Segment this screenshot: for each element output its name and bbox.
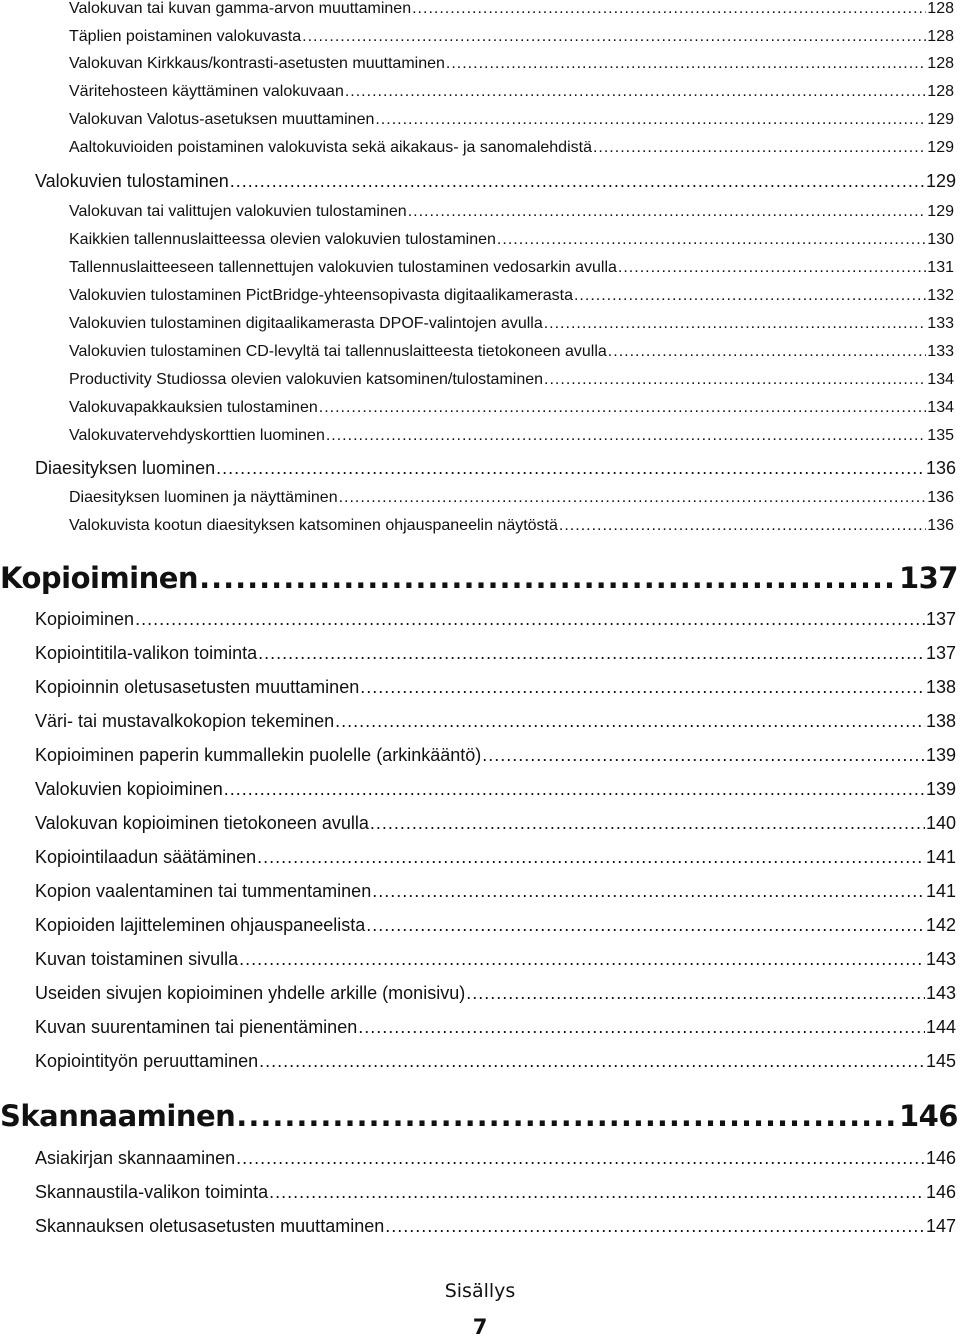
dot-leader [258,638,925,668]
toc-entry-title: Väritehosteen käyttäminen valokuvaan [69,83,344,100]
toc-entry-page: 136 [927,517,954,534]
toc-entry-page: 135 [927,427,954,444]
toc-entry-title: Valokuvien tulostaminen digitaalikamerasta DPOF-valintojen avulla [69,315,543,332]
toc-entry-title: Skannaustila-valikon toiminta [35,1182,269,1202]
toc-entry-title: Productivity Studiossa olevien valokuvien katsominen/tulostaminen [69,371,544,388]
dot-leader [482,740,925,770]
toc-entry-page: 140 [925,813,956,833]
toc-entry-page: 146 [925,1148,956,1168]
toc-entry-title: Kuvan toistaminen sivulla [35,949,239,969]
toc-subsection-entry[interactable] [69,227,954,253]
toc-entry-page: 137 [925,643,956,663]
toc-subsection-entry[interactable] [69,513,954,539]
toc-entry-page: 129 [927,139,954,156]
dot-leader [199,558,898,598]
dot-leader [574,283,926,309]
dot-leader [593,135,926,161]
toc-entry-title: Valokuvan Kirkkaus/kontrasti-asetusten muuttaminen [69,55,445,72]
dot-leader [372,876,925,906]
toc-subsection-entry[interactable] [69,199,954,225]
dot-leader [375,107,926,133]
dot-leader [412,0,926,22]
toc-entry-title: Valokuvan tai valittujen valokuvien tulostaminen [69,203,407,220]
dot-leader [236,1143,925,1173]
toc-entry-title: Valokuvista kootun diaesityksen katsominen ohjauspaneelin näytöstä [69,517,558,534]
dot-leader [236,1096,898,1136]
toc-entry-page: 133 [927,315,954,332]
dot-leader [326,423,926,449]
toc-entry-title: Kopioinnin oletusasetusten muuttaminen [35,677,360,697]
dot-leader [544,311,927,337]
toc-entry-page: 137 [925,609,956,629]
toc-section-entry[interactable] [35,706,956,736]
toc-subsection-entry[interactable] [69,395,954,421]
toc-entry-title: Kopioiminen [0,561,199,595]
toc-section-entry[interactable] [35,1177,956,1207]
toc-entry-page: 134 [927,399,954,416]
toc-entry-page: 136 [927,489,954,506]
toc-entry-title: Kopiointityön peruuttaminen [35,1051,259,1071]
dot-leader [335,706,925,736]
toc-entry-title: Kopion vaalentaminen tai tummentaminen [35,881,372,901]
toc-entry-title: Diaesityksen luominen ja näyttäminen [69,489,338,506]
toc-section-entry[interactable] [35,808,956,838]
toc-entry-page: 131 [927,259,954,276]
toc-subsection-entry[interactable] [69,51,954,77]
toc-entry-page: 146 [925,1182,956,1202]
toc-entry-page: 143 [925,983,956,1003]
dot-leader [269,1177,925,1207]
dot-leader [358,1012,925,1042]
toc-entry-title: Tallennuslaitteeseen tallennettujen valokuvien tulostaminen vedosarkin avulla [69,259,617,276]
dot-leader [385,1211,925,1241]
dot-leader [339,485,927,511]
toc-entry-page: 145 [925,1051,956,1071]
toc-entry-page: 139 [925,779,956,799]
toc-chapter-entry[interactable] [0,558,958,598]
dot-leader [302,24,926,50]
dot-leader [446,51,926,77]
toc-entry-page: 130 [927,231,954,248]
toc-section-entry[interactable] [35,166,956,196]
toc-entry-title: Täplien poistaminen valokuvasta [69,28,302,45]
toc-entry-title: Kuvan suurentaminen tai pienentäminen [35,1017,358,1037]
dot-leader [239,944,925,974]
toc-entry-page: 134 [927,371,954,388]
toc-section-entry[interactable] [35,604,956,634]
toc-entry-title: Kopioiminen [35,609,135,629]
toc-entry-title: Valokuvien tulostaminen PictBridge-yhteensopivasta digitaalikamerasta [69,287,573,304]
dot-leader [135,604,925,634]
toc-entry-page: 128 [927,0,954,17]
toc-section-entry[interactable] [35,672,956,702]
toc-entry-page: 138 [925,677,956,697]
toc-entry-page: 141 [925,847,956,867]
toc-entry-page: 137 [898,561,958,595]
toc-section-entry[interactable] [35,944,956,974]
toc-entry-page: 141 [925,881,956,901]
dot-leader [466,978,925,1008]
toc-subsection-entry[interactable] [69,0,954,22]
dot-leader [216,453,925,483]
dot-leader [544,367,926,393]
toc-entry-page: 128 [927,55,954,72]
toc-section-entry[interactable] [35,638,956,668]
dot-leader [608,339,927,365]
toc-entry-title: Skannauksen oletusasetusten muuttaminen [35,1216,385,1236]
dot-leader [408,199,927,225]
toc-section-entry[interactable] [35,453,956,483]
toc-entry-page: 129 [927,203,954,220]
dot-leader [366,910,925,940]
toc-section-entry[interactable] [35,978,956,1008]
toc-section-entry[interactable] [35,876,956,906]
toc-entry-title: Valokuvapakkauksien tulostaminen [69,399,318,416]
dot-leader [618,255,926,281]
toc-chapter-entry[interactable] [0,1096,958,1136]
toc-section-entry[interactable] [35,1143,956,1173]
toc-subsection-entry[interactable] [69,79,954,105]
toc-entry-page: 136 [925,458,956,478]
dot-leader [319,395,927,421]
toc-entry-title: Kopiointitila-valikon toiminta [35,643,258,663]
toc-subsection-entry[interactable] [69,24,954,50]
toc-entry-title: Valokuvan kopioiminen tietokoneen avulla [35,813,369,833]
toc-subsection-entry[interactable] [69,255,954,281]
toc-entry-page: 143 [925,949,956,969]
toc-entry-page: 128 [927,83,954,100]
toc-entry-title: Aaltokuvioiden poistaminen valokuvista sekä aikakaus- ja sanomalehdistä [69,139,592,156]
toc-entry-title: Valokuvan Valotus-asetuksen muuttaminen [69,111,375,128]
dot-leader [224,774,925,804]
toc-entry-page: 129 [927,111,954,128]
dot-leader [230,166,925,196]
toc-entry-title: Kopioiden lajitteleminen ohjauspaneelista [35,915,366,935]
toc-entry-title: Diaesityksen luominen [35,458,216,478]
toc-subsection-entry[interactable] [69,107,954,133]
toc-entry-title: Skannaaminen [0,1099,236,1133]
toc-entry-title: Valokuvien kopioiminen [35,779,223,799]
toc-section-entry[interactable] [35,910,956,940]
dot-leader [360,672,925,702]
toc-entry-title: Kaikkien tallennuslaitteessa olevien valokuvien tulostaminen [69,231,496,248]
toc-entry-title: Kopioiminen paperin kummallekin puolelle (arkinkääntö) [35,745,482,765]
toc-entry-page: 139 [925,745,956,765]
toc-entry-page: 128 [927,28,954,45]
toc-entry-page: 142 [925,915,956,935]
toc-entry-page: 129 [925,171,956,191]
toc-entry-page: 133 [927,343,954,360]
dot-leader [497,227,926,253]
toc-subsection-entry[interactable] [69,485,954,511]
toc-section-entry[interactable] [35,740,956,770]
toc-subsection-entry[interactable] [69,423,954,449]
toc-subsection-entry[interactable] [69,283,954,309]
toc-entry-title: Valokuvien tulostaminen CD-levyltä tai tallennuslaitteesta tietokoneen avulla [69,343,607,360]
toc-section-entry[interactable] [35,1046,956,1076]
toc-section-entry[interactable] [35,774,956,804]
toc-subsection-entry[interactable] [69,311,954,337]
footer-title: Sisällys [444,1280,516,1302]
footer-page-number: 7 [472,1315,488,1339]
dot-leader [559,513,926,539]
toc-section-entry[interactable] [35,1012,956,1042]
dot-leader [370,808,925,838]
toc-entry-title: Valokuvan tai kuvan gamma-arvon muuttaminen [69,0,412,17]
dot-leader [257,842,925,872]
toc-subsection-entry[interactable] [69,135,954,161]
toc-entry-page: 147 [925,1216,956,1236]
toc-section-entry[interactable] [35,842,956,872]
toc-entry-page: 138 [925,711,956,731]
toc-subsection-entry[interactable] [69,339,954,365]
dot-leader [345,79,926,105]
toc-entry-page: 132 [927,287,954,304]
toc-entry-title: Valokuvatervehdyskorttien luominen [69,427,325,444]
toc-subsection-entry[interactable] [69,367,954,393]
toc-entry-page: 144 [925,1017,956,1037]
toc-entry-title: Valokuvien tulostaminen [35,171,229,191]
toc-section-entry[interactable] [35,1211,956,1241]
toc-entry-title: Asiakirjan skannaaminen [35,1148,236,1168]
dot-leader [259,1046,925,1076]
toc-entry-title: Väri- tai mustavalkokopion tekeminen [35,711,335,731]
toc-entry-title: Kopiointilaadun säätäminen [35,847,257,867]
toc-entry-title: Useiden sivujen kopioiminen yhdelle arkille (monisivu) [35,983,466,1003]
toc-entry-page: 146 [898,1099,958,1133]
